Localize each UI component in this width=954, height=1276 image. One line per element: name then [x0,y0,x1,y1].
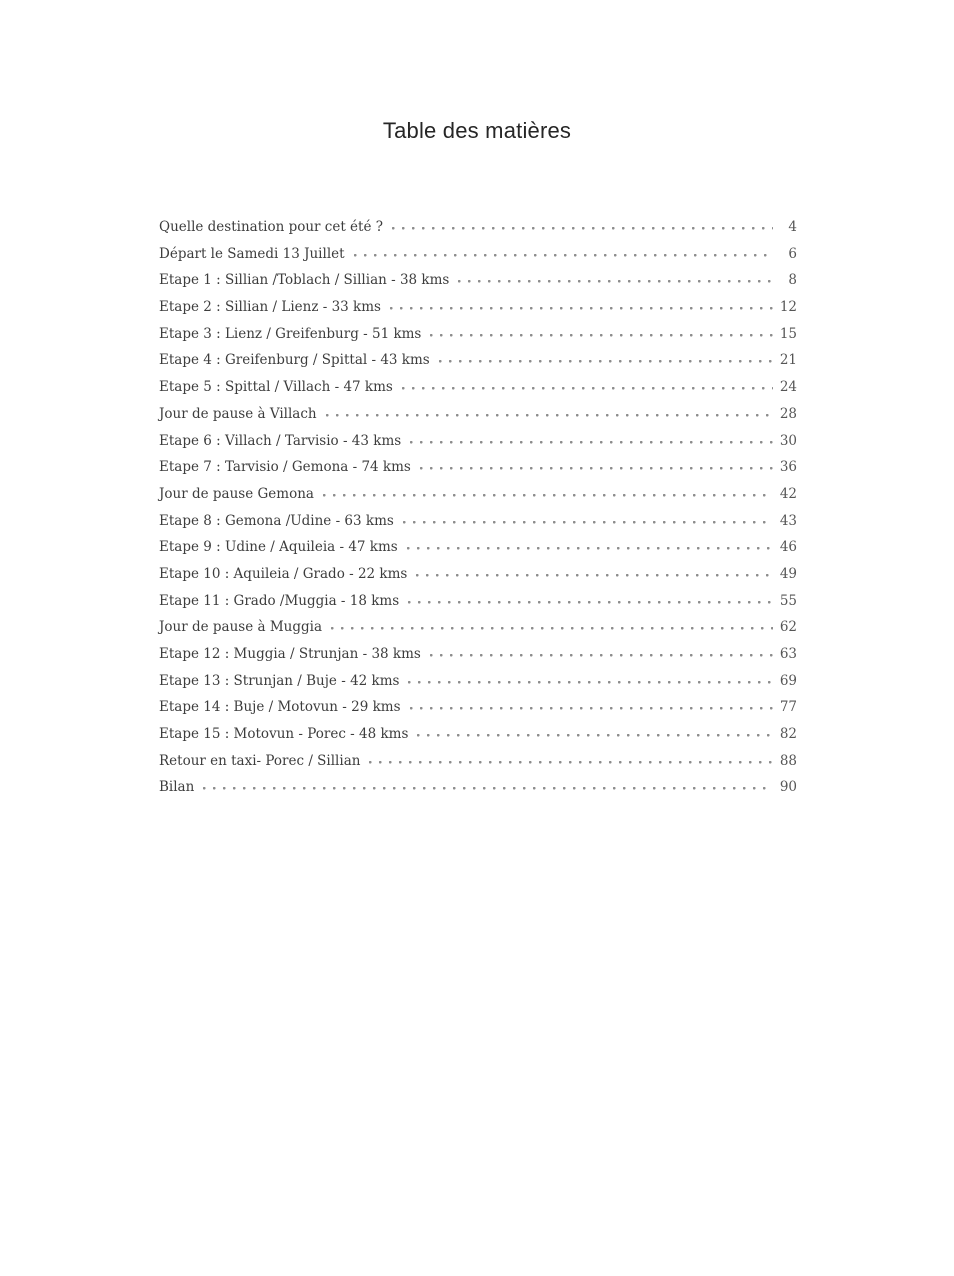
toc-entry-label: Etape 14 : Buje / Motovun - 29 kms [159,699,401,716]
toc-entry[interactable] [159,748,797,775]
toc-page-number: 42 [779,485,797,502]
toc-page-number: 62 [779,619,797,636]
toc-entry-label: Retour en taxi- Porec / Sillian [159,752,361,769]
toc-entry-label: Quelle destination pour cet été ? [159,219,383,235]
toc-page-number: 15 [779,325,797,342]
toc-entry[interactable] [159,267,797,294]
toc-page-number: 63 [779,646,797,662]
toc-entry[interactable] [159,241,797,268]
toc-dot-leader [458,280,773,284]
toc-dot-leader [369,761,773,765]
toc-dot-leader [402,387,773,391]
toc-entry-label: Etape 13 : Strunjan / Buje - 42 kms [159,672,400,689]
toc-dot-leader [430,334,773,338]
toc-entry-label: Etape 9 : Udine / Aquileia - 47 kms [159,539,398,556]
toc-dot-leader [354,254,773,258]
toc-entry[interactable] [159,694,797,721]
toc-entry-label: Etape 5 : Spittal / Villach - 47 kms [159,379,393,396]
toc-dot-leader [416,574,773,578]
toc-entry-label: Etape 10 : Aquileia / Grado - 22 kms [159,565,408,582]
toc-dot-leader [410,707,773,711]
toc-entry[interactable] [159,214,797,241]
toc-entry-label: Etape 11 : Grado /Muggia - 18 kms [159,592,400,609]
toc-page-number: 12 [779,299,797,316]
toc-dot-leader [403,521,773,525]
toc-dot-leader [417,734,773,738]
toc-entry-label: Etape 2 : Sillian / Lienz - 33 kms [159,299,381,316]
toc-entry[interactable] [159,294,797,321]
toc-dot-leader [392,227,773,231]
toc-entry[interactable] [159,561,797,588]
toc-page-number: 88 [779,752,797,769]
toc-entry[interactable] [159,401,797,428]
toc-entry[interactable] [159,774,797,801]
toc-dot-leader [430,654,773,658]
table-of-contents [159,214,797,801]
toc-entry[interactable] [159,721,797,748]
toc-entry[interactable] [159,534,797,561]
toc-page-number: 55 [779,592,797,609]
toc-entry[interactable] [159,641,797,668]
toc-entry-label: Etape 4 : Greifenburg / Spittal - 43 kms [159,352,430,369]
toc-dot-leader [408,601,773,605]
toc-dot-leader [407,547,773,551]
toc-dot-leader [326,414,773,418]
toc-dot-leader [410,441,773,445]
toc-dot-leader [390,307,773,311]
toc-page-number: 21 [779,352,797,369]
toc-entry-label: Etape 1 : Sillian /Toblach / Sillian - 38 kms [159,272,450,289]
toc-page-number: 82 [779,726,797,743]
toc-entry-label: Départ le Samedi 13 Juillet [159,245,345,262]
toc-dot-leader [408,681,773,685]
toc-page-number: 4 [788,219,797,235]
toc-entry[interactable] [159,374,797,401]
toc-entry-label: Etape 6 : Villach / Tarvisio - 43 kms [159,432,402,449]
toc-entry[interactable] [159,588,797,615]
toc-dot-leader [203,787,773,791]
toc-page-number: 49 [779,565,797,582]
toc-entry[interactable] [159,428,797,455]
toc-page-number: 77 [779,699,797,716]
page-title: Table des matières [382,118,572,143]
toc-page-number: 24 [779,379,797,396]
toc-entry-label: Jour de pause à Villach [159,405,317,422]
toc-entry-label: Bilan [159,779,195,796]
toc-page-number: 30 [779,432,797,449]
toc-entry[interactable] [159,481,797,508]
toc-entry[interactable] [159,508,797,535]
toc-entry-label: Jour de pause Gemona [159,485,314,502]
toc-entry-label: Etape 7 : Tarvisio / Gemona - 74 kms [159,459,411,476]
toc-page-number: 90 [779,779,797,796]
toc-entry-label: Jour de pause à Muggia [159,619,323,636]
toc-entry[interactable] [159,321,797,348]
toc-dot-leader [439,360,773,364]
toc-dot-leader [331,627,773,631]
toc-page-number: 46 [779,539,797,556]
toc-page-number: 28 [779,405,797,422]
toc-entry-label: Etape 3 : Lienz / Greifenburg - 51 kms [159,325,422,342]
toc-dot-leader [323,494,773,498]
toc-page-number: 69 [779,672,797,689]
toc-entry-label: Etape 12 : Muggia / Strunjan - 38 kms [159,646,421,662]
toc-entry-label: Etape 15 : Motovun - Porec - 48 kms [159,726,409,743]
toc-entry[interactable] [159,614,797,641]
toc-entry[interactable] [159,454,797,481]
toc-page-number: 6 [788,245,797,262]
toc-page-number: 43 [779,512,797,529]
toc-entry[interactable] [159,668,797,695]
toc-entry-label: Etape 8 : Gemona /Udine - 63 kms [159,512,394,529]
toc-page-number: 8 [788,272,797,289]
toc-dot-leader [420,467,773,471]
toc-entry[interactable] [159,347,797,374]
toc-page-number: 36 [779,459,797,476]
